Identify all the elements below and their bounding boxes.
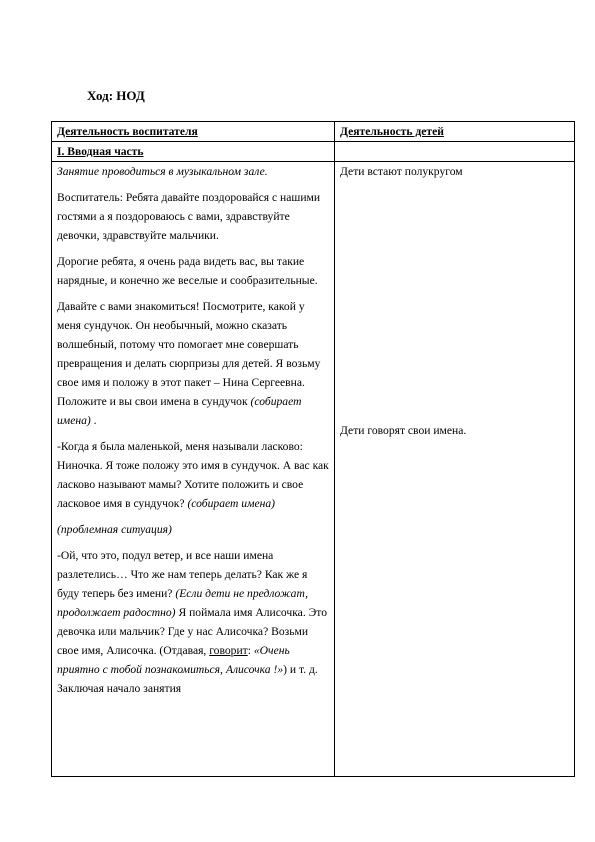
paragraph-problem: (проблемная ситуация) xyxy=(57,523,172,536)
section-row xyxy=(52,142,575,162)
paragraph-chest: Давайте с вами знакомиться! Посмотрите, какой у меня сундучок. Он необычный, можно сказать волшебный, потому что помогает мне совершать превращения и делать сюрпризы для детей. Я возьму свое имя и положу в этот пакет – Нина Сергеевна. Положите и вы свои имена в сундучок (собирает имена) . xyxy=(57,300,321,427)
children-names: Дети говорят свои имена. xyxy=(340,424,467,437)
paragraph-venue: Занятие проводиться в музыкальном зале. xyxy=(57,165,268,178)
lesson-table xyxy=(51,121,575,777)
section-title: I. Вводная часть xyxy=(52,142,335,162)
children-cell xyxy=(335,162,575,777)
children-stand: Дети встают полукругом xyxy=(340,165,463,178)
table-header-row xyxy=(52,122,575,142)
paragraph-wind: -Ой, что это, подул ветер, и все наши имена разлетелись… Что же нам теперь делать? Как же я буду теперь без имени? (Если дети не предложат, продолжает радостно) Я поймала имя Алисочка. Это девочка или мальчик? Где у нас Алисочка? Возьми свое имя, Алисочка. (Отдавая, говорит: «Очень приятно с тобой познакомиться, Алисочка !») и т. д. Заключая начало занятия xyxy=(57,549,327,695)
table-row xyxy=(52,162,575,777)
paragraph-greeting: Воспитатель: Ребята давайте поздоровайся с нашими гостями а я поздороваюсь с вами, здравствуйте девочки, здравствуйте мальчики. xyxy=(57,191,321,242)
paragraph-welcome: Дорогие ребята, я очень рада видеть вас, вы такие нарядные, и конечно же веселые и сообразительные. xyxy=(57,255,318,287)
educator-cell xyxy=(52,162,335,777)
page-heading: Ход: НОД xyxy=(87,88,145,103)
paragraph-nickname: -Когда я была маленькой, меня называли ласково: Ниночка. Я тоже положу это имя в сундучок. А вас как ласково называют мамы? Хотите положить и свое ласковое имя в сундучок? (собирает имена) xyxy=(57,440,329,510)
header-educator: Деятельность воспитателя xyxy=(52,122,335,142)
section-empty-cell xyxy=(335,142,575,162)
header-children: Деятельность детей xyxy=(335,122,575,142)
